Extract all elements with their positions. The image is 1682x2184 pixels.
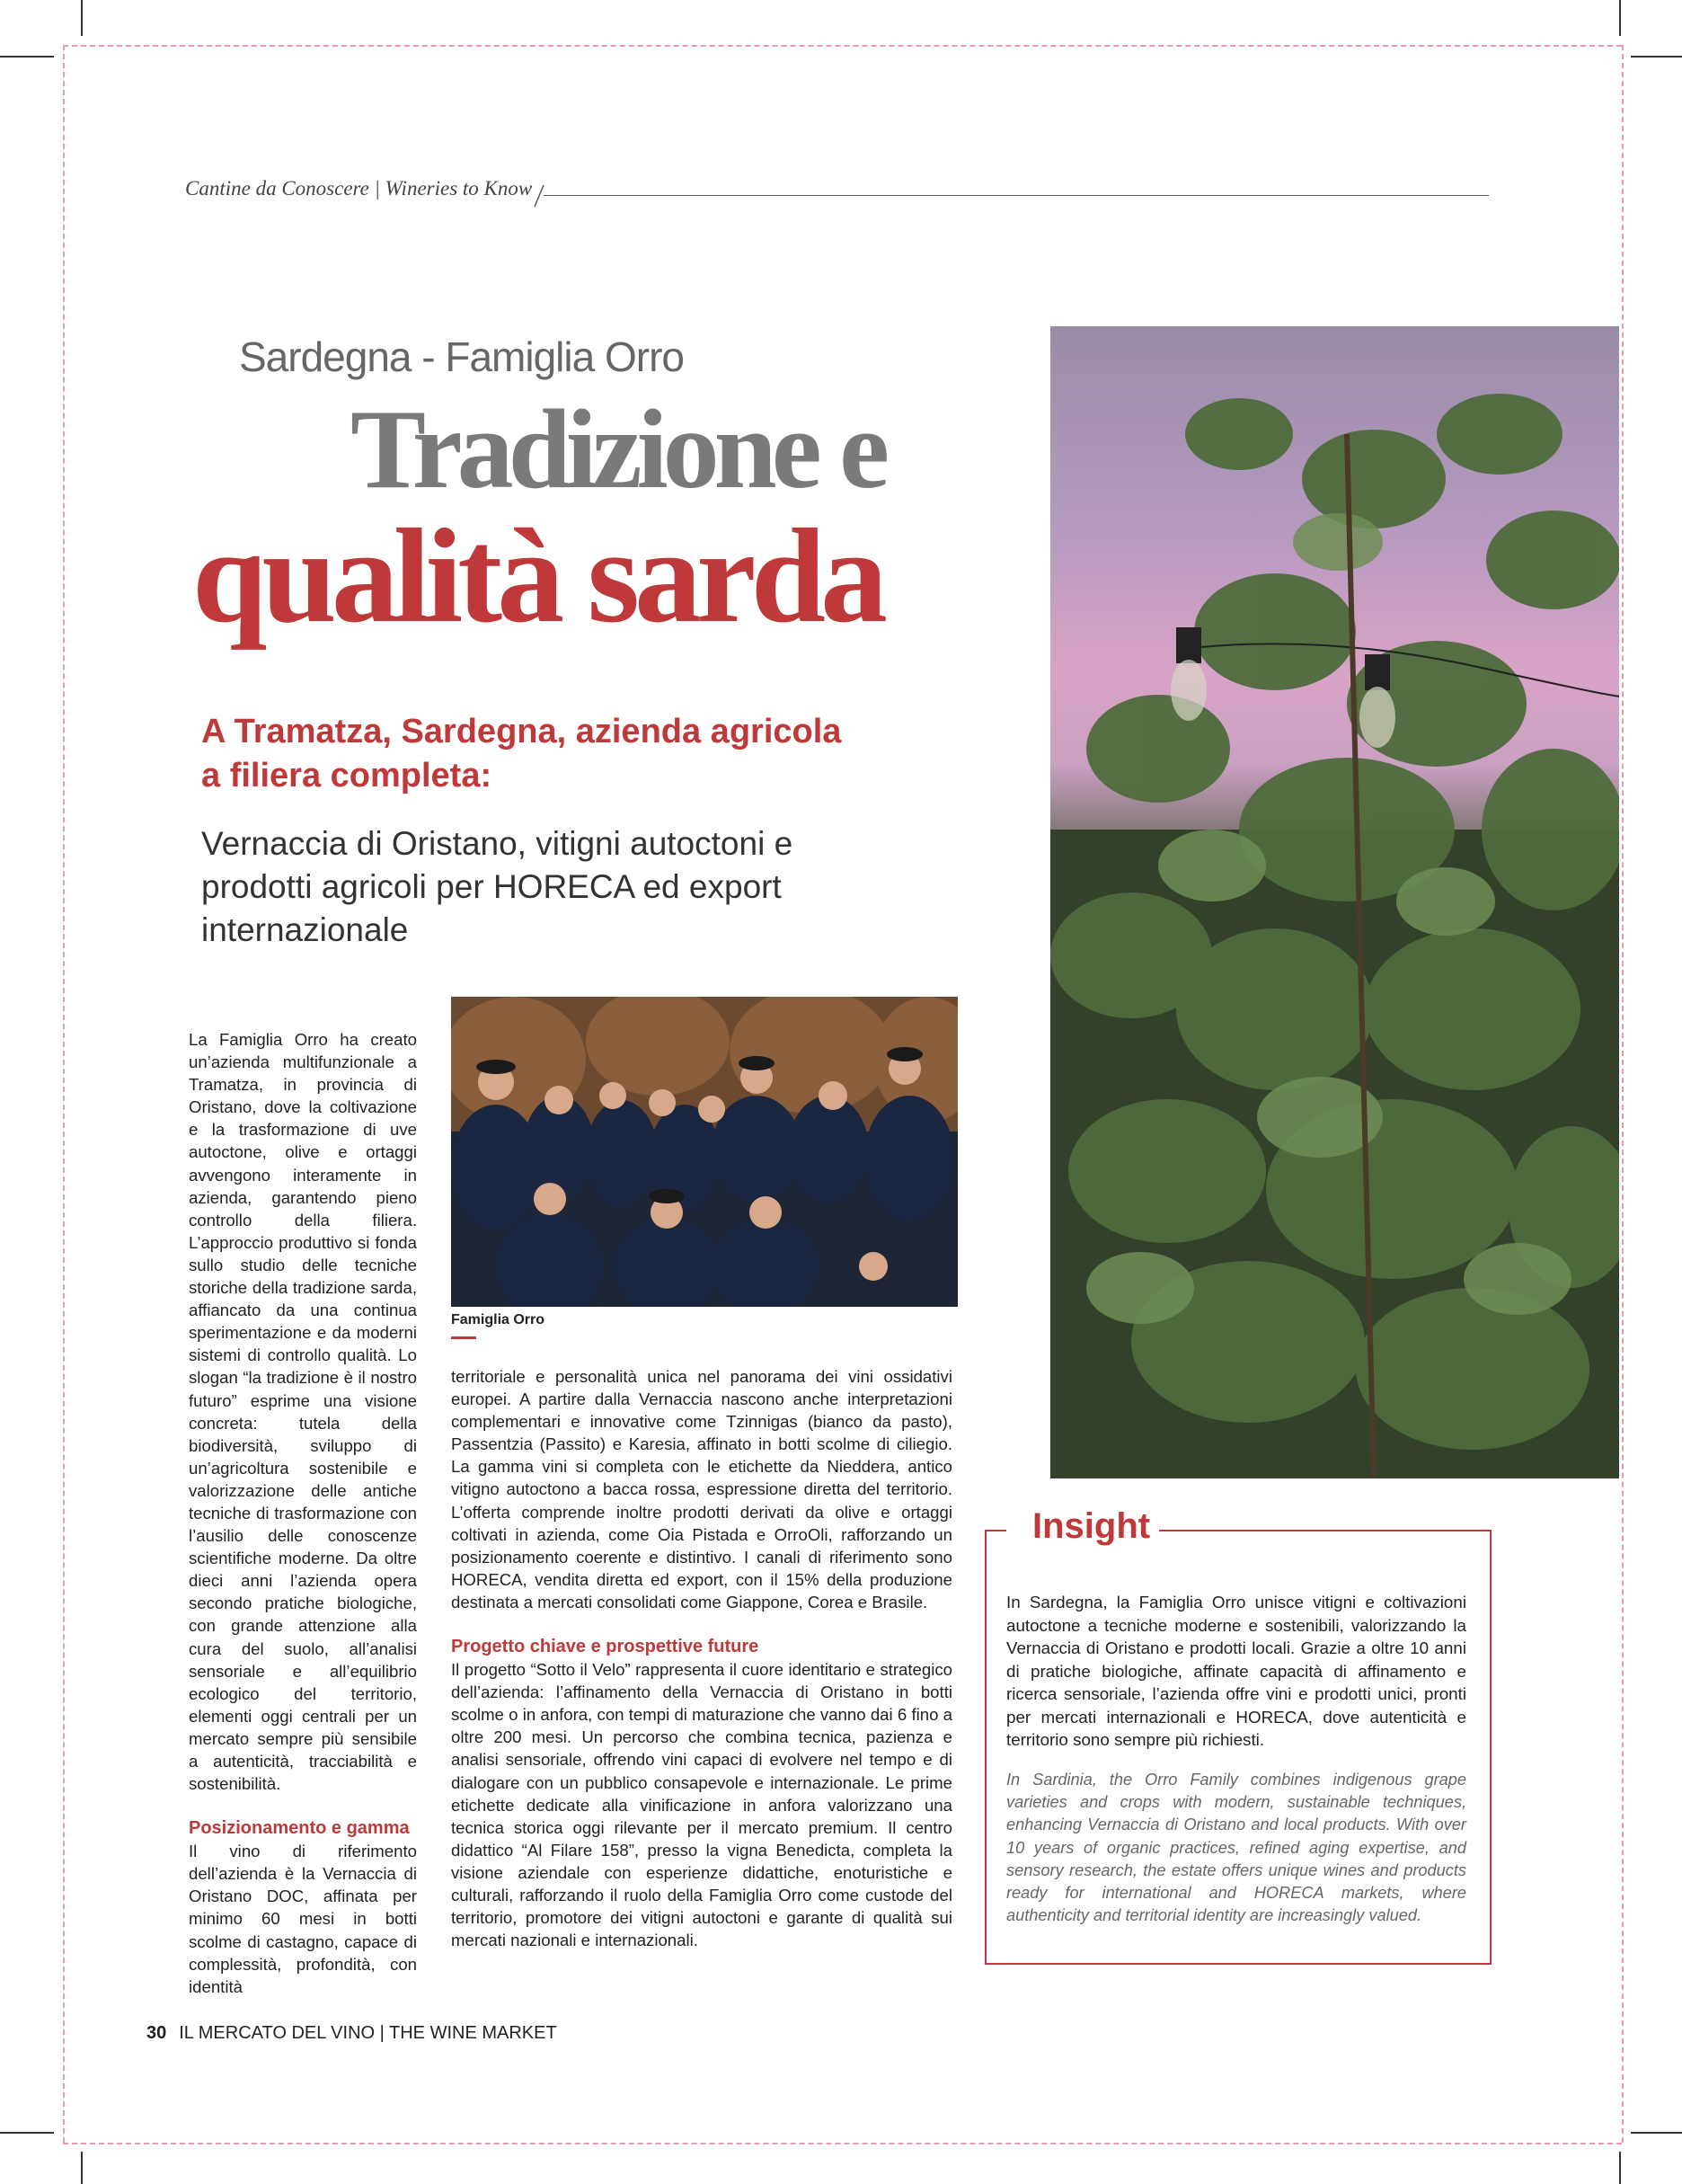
insight-top-rule-right [1157, 1530, 1490, 1531]
insight-title: Insight [1023, 1508, 1159, 1544]
crop-mark [1631, 2132, 1682, 2134]
publication-name: IL MERCATO DEL VINO | THE WINE MARKET [179, 2023, 557, 2043]
page-footer [146, 2023, 557, 2044]
section-label: Cantine da Conoscere | Wineries to Know [185, 177, 533, 200]
section-heading-positioning: Posizionamento e gamma [189, 1818, 410, 1839]
article-subtitle: Sardegna - Famiglia Orro [239, 333, 684, 380]
crop-mark [81, 0, 83, 36]
body-column-1 [189, 1028, 417, 1998]
caption-accent-rule [451, 1336, 476, 1339]
insight-text-italian: In Sardegna, la Famiglia Orro unisce vitigni e coltivazioni autoctone a tecniche moderne e sostenibili, valorizzando la Vernaccia di Oristano e prodotti locali. Grazie a oltre 10 anni di pratiche biologiche, affinate capacità di affinamento e ricerca sensoriale, l’azienda offre vini e prodotti unici, pronti per mercati internazionali e HORECA, dove autenticità e territorio sono sempre più richiesti. [1006, 1593, 1466, 1749]
lead-gray: Vernaccia di Oristano, vitigni autoctoni e prodotti agricoli per HORECA ed export internazionale [201, 825, 793, 949]
crop-mark [81, 2152, 83, 2184]
crop-mark [1631, 56, 1682, 58]
insight-top-rule-left [985, 1530, 1006, 1531]
body-paragraph: La Famiglia Orro ha creato un’azienda multifunzionale a Tramatza, in provincia di Oristano, dove la coltivazione e la trasformazione di uve autoctone, olive e ortaggi avvengono interamente in azienda, garantendo pieno controllo della filiera. L’approccio produttivo si fonda sullo studio delle tecniche storiche della tradizione sarda, affiancato da una continua sperimentazione e da moderni sistemi di controllo qualità. Lo slogan “la tradizione è il nostro futuro” esprime una visione concreta: tutela della biodiversità, sviluppo di un’agricoltura sostenibile e valorizzazione delle antiche tecniche di trasformazione con l’ausilio delle conoscenze scientifiche moderne. Da oltre dieci anni l’azienda opera secondo pratiche biologiche, con grande attenzione alla cura del suolo, all’analisi sensoriale e all’equilibrio ecologico del territorio, elementi oggi centrali per un mercato sempre più sensibile a autenticità, tracciabilità e sostenibilità. [189, 1030, 417, 1794]
photo-caption: Famiglia Orro [451, 1312, 545, 1327]
bleed-line-left [63, 45, 65, 2143]
section-heading-project: Progetto chiave e prospettive future [451, 1637, 759, 1657]
header-slash-divider [533, 184, 545, 208]
article-title-line1: Tradizione e [350, 387, 885, 512]
lead-red: A Tramatza, Sardegna, azienda agricola a filiera completa: [201, 713, 842, 795]
crop-mark [1619, 2152, 1621, 2184]
article-title-line2: qualità sarda [192, 502, 883, 651]
body-paragraph: Il vino di riferimento dell’azienda è la Vernaccia di Oristano DOC, affinata per minimo 60 mesi in botti scolme di castagno, capace di complessità, profondità, con identità [189, 1842, 417, 1996]
body-paragraph: Il progetto “Sotto il Velo” rappresenta il cuore identitario e strategico dell’azienda: l’affinamento della Vernaccia di Oristano in botti scolme o in anfora, con tempi di maturazione che vanno dai 6 fino a oltre 200 mesi. Un percorso che combina tecnica, pazienza e analisi sensoriale, offrendo vini capaci di evolvere nel tempo e di dialogare con un pubblico consapevole e internazionale. Le prime etichette dedicate alla vinificazione in anfora valorizzano una tecnica storica oggi rilevante per il mercato premium. Il centro didattico “Al Filare 158”, presso la vigna Benedicta, completa la visione aziendale con esperienze didattiche, enoturistiche e culturali, rafforzando il ruolo della Famiglia Orro come custode del territorio, promotore dei vitigni autoctoni e garante di qualità sui mercati nazionali e internazionali. [451, 1660, 952, 1950]
body-paragraph: territoriale e personalità unica nel panorama dei vini ossidativi europei. A partire dalla Vernaccia nascono anche interpretazioni complementari e innovative come Tzinnigas (bianco da pasto), Passentzia (Passito) e Karesia, affinato in botti scolme di ciliegio. La gamma vini si completa con le etichette da Nieddera, antico vitigno autoctono a bacca rossa, espressione diretta del territorio. L’offerta comprende inoltre prodotti derivati da olive e ortaggi coltivati in azienda, come Oia Pistada e OrroOli, rafforzando un posizionamento coerente e distintivo. I canali di riferimento sono HORECA, vendita diretta ed export, con il 15% della produzione destinata a mercati consolidati come Giappone, Corea e Brasile. [451, 1367, 952, 1611]
bleed-line-right [1622, 45, 1624, 2143]
bleed-line-bottom [63, 2143, 1622, 2144]
crop-mark [0, 2132, 54, 2134]
header-rule [544, 195, 1489, 196]
page-number: 30 [146, 2023, 167, 2043]
bleed-line-top [63, 45, 1622, 47]
family-photo [451, 997, 958, 1307]
crop-mark [1619, 0, 1621, 36]
vineyard-photo [1050, 326, 1619, 1478]
insight-text-english: In Sardinia, the Orro Family combines indigenous grape varieties and crops with modern, sustainable techniques, enhancing Vernaccia di Oristano and local products. With over 10 years of organic practices, refined aging expertise, and sensory research, the estate offers unique wines and products ready for international and HORECA markets, where authenticity and territorial identity are increasingly valued. [1006, 1771, 1466, 1925]
body-column-2 [451, 1365, 952, 1951]
crop-mark [0, 56, 54, 58]
